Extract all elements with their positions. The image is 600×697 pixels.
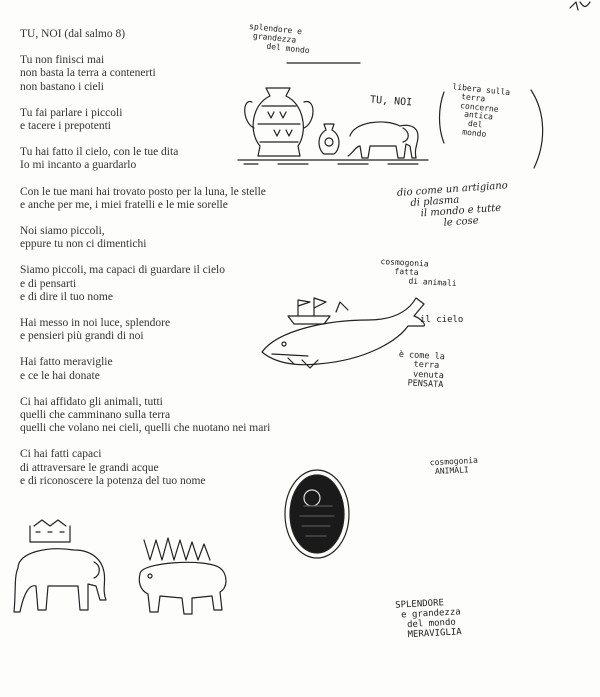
elephant-with-castle-drawing	[8, 520, 118, 620]
note-come-la-terra: è come la terra venuta PENSATA	[397, 349, 446, 391]
note-liber: libera sulla terra concerne antica del mondo	[447, 82, 511, 139]
poem-line: e di riconoscere la potenza del tuo nome	[20, 474, 206, 487]
dark-oval-medallion	[282, 466, 352, 562]
corner-scribble	[566, 0, 596, 14]
underline-stroke	[285, 60, 365, 66]
poem-line: non bastano i cieli	[20, 80, 104, 93]
poem-line: di attraversare le grandi acque	[20, 461, 159, 474]
note-splendore-bottom: SPLENDORE e grandezza del mondo MERAVIGLIA	[394, 598, 462, 641]
poem-line: eppure tu non ci dimentichi	[20, 238, 147, 251]
poem-line: Hai messo in noi luce, splendore	[20, 317, 171, 330]
poem-line: quelli che volano nei cieli, quelli che nuotano nei mari	[20, 422, 271, 435]
vase-and-elephant-drawing	[238, 84, 428, 170]
poem-line: non basta la terra a contenerti	[20, 67, 156, 80]
poem-stanza	[20, 186, 350, 212]
poem-line: Con le tue mani hai trovato posto per la luna, le stelle	[20, 185, 266, 198]
note-dio-come: dio come un artigiano di plasma il mondo e tutte le cose	[396, 180, 509, 232]
poem-line: Hai fatto meraviglie	[20, 356, 113, 369]
poem-line: e di dire il tuo nome	[20, 290, 113, 303]
note-cosmogonia-top: cosmogonia fatta di animali	[379, 257, 457, 288]
poem-line: Noi siamo piccoli,	[20, 225, 105, 238]
bracket-stroke	[436, 88, 556, 178]
poem-line: e pensieri più grandi di noi	[20, 330, 144, 343]
poem-line: Siamo piccoli, ma capaci di guardare il cielo	[20, 264, 226, 277]
note-splendore-top: splendore e grandezza del mondo	[246, 21, 311, 55]
poem-line: Tu fai parlare i piccoli	[20, 106, 123, 119]
poem-line: Ci hai affidato gli animali, tutti	[20, 395, 163, 408]
poem-line: Tu hai fatto il cielo, con le tue dita	[20, 146, 179, 159]
poem-title: TU, NOI (dal salmo 8)	[20, 28, 126, 40]
poem-line: e ce le hai donate	[20, 369, 100, 382]
whale-drawing	[258, 290, 428, 380]
poem-line: Ci hai fatti capaci	[20, 448, 102, 461]
note-il-cielo: il cielo	[420, 315, 464, 325]
poem-line: e tacere i prepotenti	[20, 120, 111, 133]
bear-with-forest-drawing	[136, 534, 232, 634]
poem-line: e di pensarti	[20, 277, 77, 290]
poem-line: quelli che camminano sulla terra	[20, 409, 171, 422]
note-tu-noi: TU, NOI	[369, 94, 413, 109]
poem-stanza	[20, 225, 350, 251]
poem-line: e anche per me, i miei fratelli e le mie sorelle	[20, 198, 228, 211]
poem-stanza	[20, 396, 350, 436]
note-cosmogonia-mid: cosmogonia ANIMALI	[429, 455, 479, 477]
poem-line: Tu non finisci mai	[20, 54, 105, 67]
poem-line: Io mi incanto a guardarlo	[20, 159, 137, 172]
